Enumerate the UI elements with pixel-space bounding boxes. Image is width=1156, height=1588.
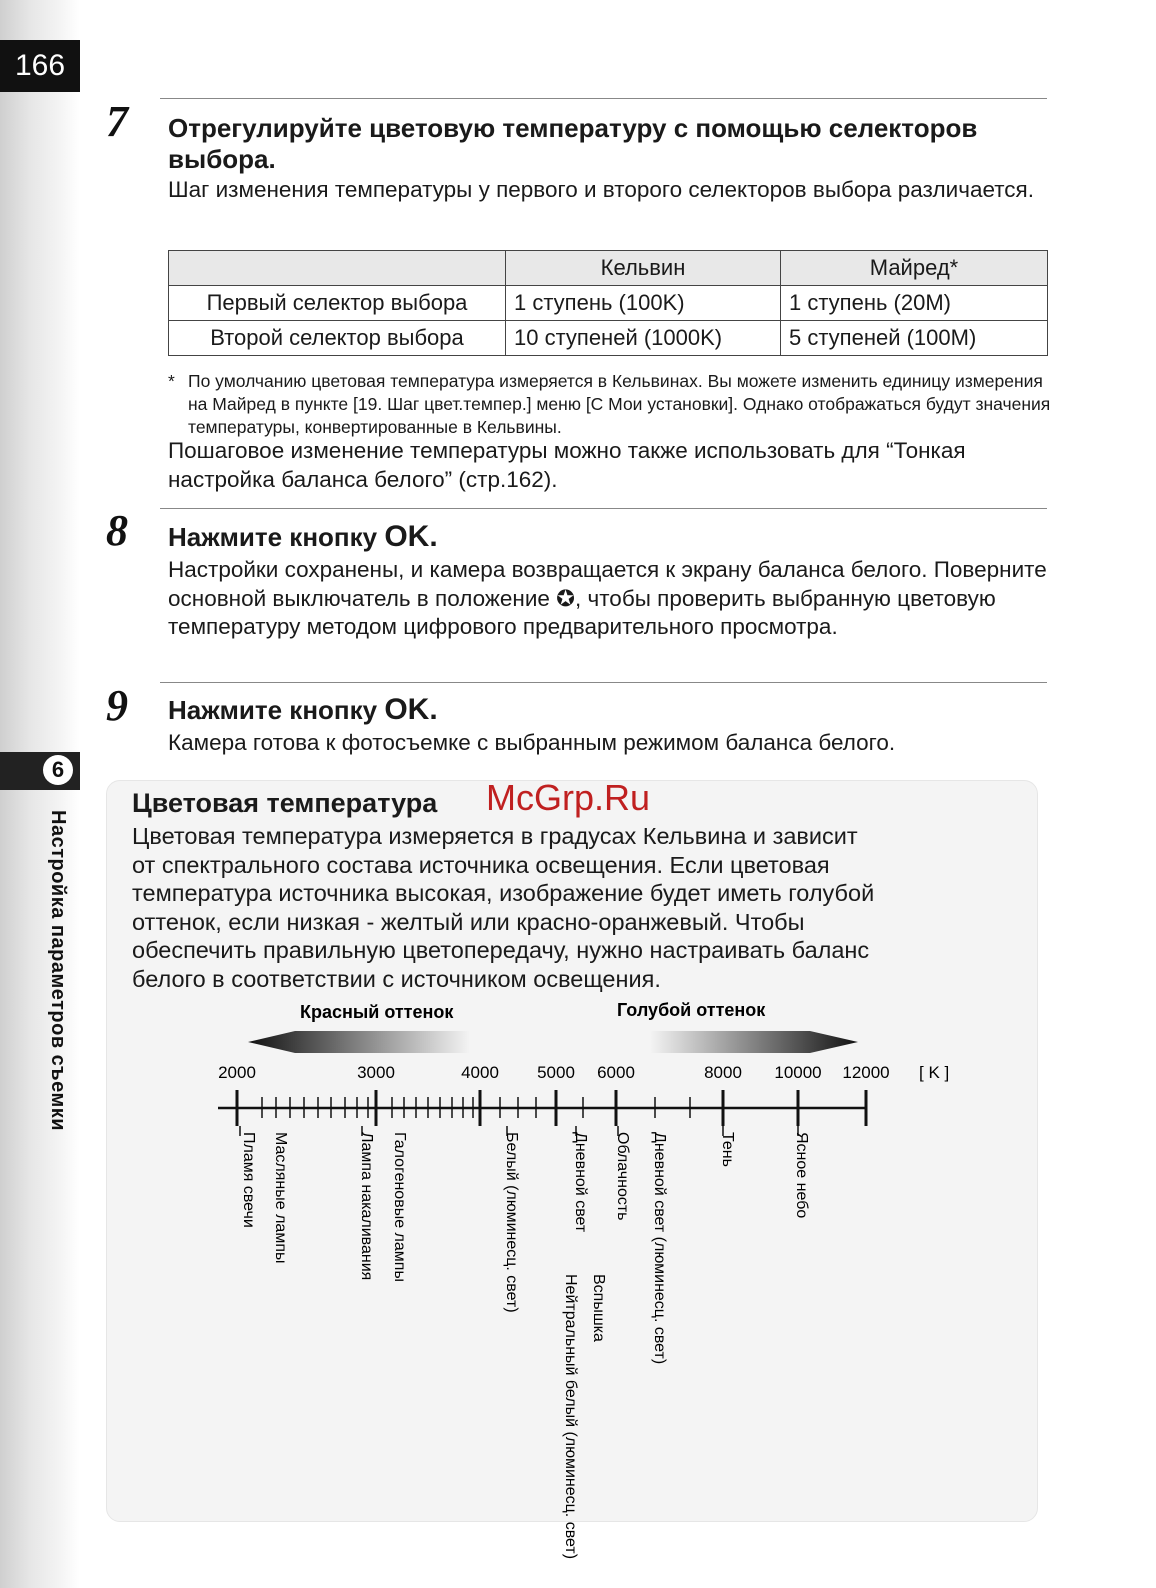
tick-label: 3000 (357, 1063, 395, 1082)
blue-tint-label: Голубой оттенок (617, 1000, 766, 1020)
step-7-number: 7 (106, 97, 128, 146)
scale-tick-labels (218, 1063, 890, 1082)
table-header: Майред* (781, 251, 1048, 286)
tick-label: 10000 (774, 1063, 822, 1082)
light-source-label: Тень (719, 1132, 736, 1167)
step-8-title-text: Нажмите кнопку (168, 522, 378, 552)
info-line: белого в соответствии с источником освещения. (132, 965, 661, 992)
step-7-text: Шаг изменения температуры у первого и второго селекторов выбора различается. (168, 177, 1034, 202)
info-line: обеспечить правильную цветопередачу, нужно настраивать баланс (132, 937, 870, 963)
step-9-text: Камера готова к фотосъемке с выбранным режимом баланса белого. (168, 730, 896, 755)
step-9-title-text: Нажмите кнопку (168, 695, 378, 725)
step-8-number: 8 (106, 506, 128, 555)
light-source-label: Дневной свет (люминесц. свет) (651, 1132, 668, 1365)
table-cell: 1 ступень (100K) (506, 286, 781, 321)
tick-label: 12000 (842, 1063, 890, 1082)
light-source-label: Масляные лампы (272, 1132, 289, 1264)
tick-label: 5000 (537, 1063, 575, 1082)
light-source-label: Ясное небо (793, 1132, 810, 1219)
light-source-label: Нейтральный белый (люминесц. свет) (562, 1274, 579, 1560)
light-source-label: Облачность (614, 1132, 631, 1221)
light-source-labels (240, 1132, 810, 1559)
light-source-label: Дневной свет (572, 1132, 589, 1233)
light-source-label: Пламя свечи (240, 1132, 257, 1228)
table-cell: Первый селектор выбора (169, 286, 506, 321)
light-source-label: Лампа накаливания (358, 1132, 375, 1281)
step-9-number: 9 (106, 681, 128, 730)
step-7-title: Отрегулируйте цветовую температуру с помощью селекторов выбора. (168, 113, 978, 174)
red-tint-label: Красный оттенок (300, 1002, 454, 1022)
blue-tint-arrow (650, 1031, 858, 1053)
footnote-marker: * (168, 371, 175, 391)
ok-button-label: OK. (384, 693, 438, 726)
tick-label: 4000 (461, 1063, 499, 1082)
chapter-title: Настройка параметров съемки (47, 810, 69, 1132)
chapter-number: 6 (43, 755, 73, 785)
info-line: оттенок, если низкая - желтый или красно-оранжевый. Чтобы (132, 908, 805, 935)
info-line: Цветовая температура измеряется в градусах Кельвина и зависит (132, 823, 858, 849)
step-7-after-text: Пошаговое изменение температуры можно также использовать для “Тонкая настройка баланса белого” (стр.162). (168, 438, 966, 492)
tick-label: 2000 (218, 1063, 256, 1082)
scale-ticks (237, 1090, 866, 1136)
light-source-label: Белый (люминесц. свет) (503, 1132, 520, 1313)
watermark: McGrp.Ru (486, 777, 651, 818)
table-cell: 5 ступеней (100M) (781, 321, 1048, 356)
tick-label: 6000 (597, 1063, 635, 1082)
table-cell: Второй селектор выбора (169, 321, 506, 356)
table-cell: 10 ступеней (1000K) (506, 321, 781, 356)
red-tint-arrow (248, 1031, 470, 1053)
info-box-title: Цветовая температура (132, 788, 438, 818)
step-8-text: Настройки сохранены, и камера возвращается к экрану баланса белого. Поверните основной выключатель в положение ✪, чтобы проверить выбранную цветовую температуру методом цифрового предварительного просмотра. (168, 557, 1047, 639)
ok-button-label: OK. (384, 520, 438, 553)
table-cell: 1 ступень (20M) (781, 286, 1048, 321)
light-source-label: Вспышка (590, 1274, 607, 1342)
table-header: Кельвин (506, 251, 781, 286)
page-number: 166 (0, 40, 80, 92)
light-source-label: Галогеновые лампы (391, 1132, 408, 1282)
tick-label: 8000 (704, 1063, 742, 1082)
info-line: температура источника высокая, изображение будет иметь голубой (132, 880, 875, 906)
footnote-text: По умолчанию цветовая температура измеряется в Кельвинах. Вы можете изменить единицу измерения на Майред в пункте [19. Шаг цвет.темпер.] меню [C Мои установки]. Однако отображаться будут значения температуры, конвертированные в Кельвины. (188, 371, 1051, 437)
info-line: от спектрального состава источника освещения. Если цветовая (132, 851, 830, 878)
scale-unit: [ K ] (919, 1063, 950, 1082)
